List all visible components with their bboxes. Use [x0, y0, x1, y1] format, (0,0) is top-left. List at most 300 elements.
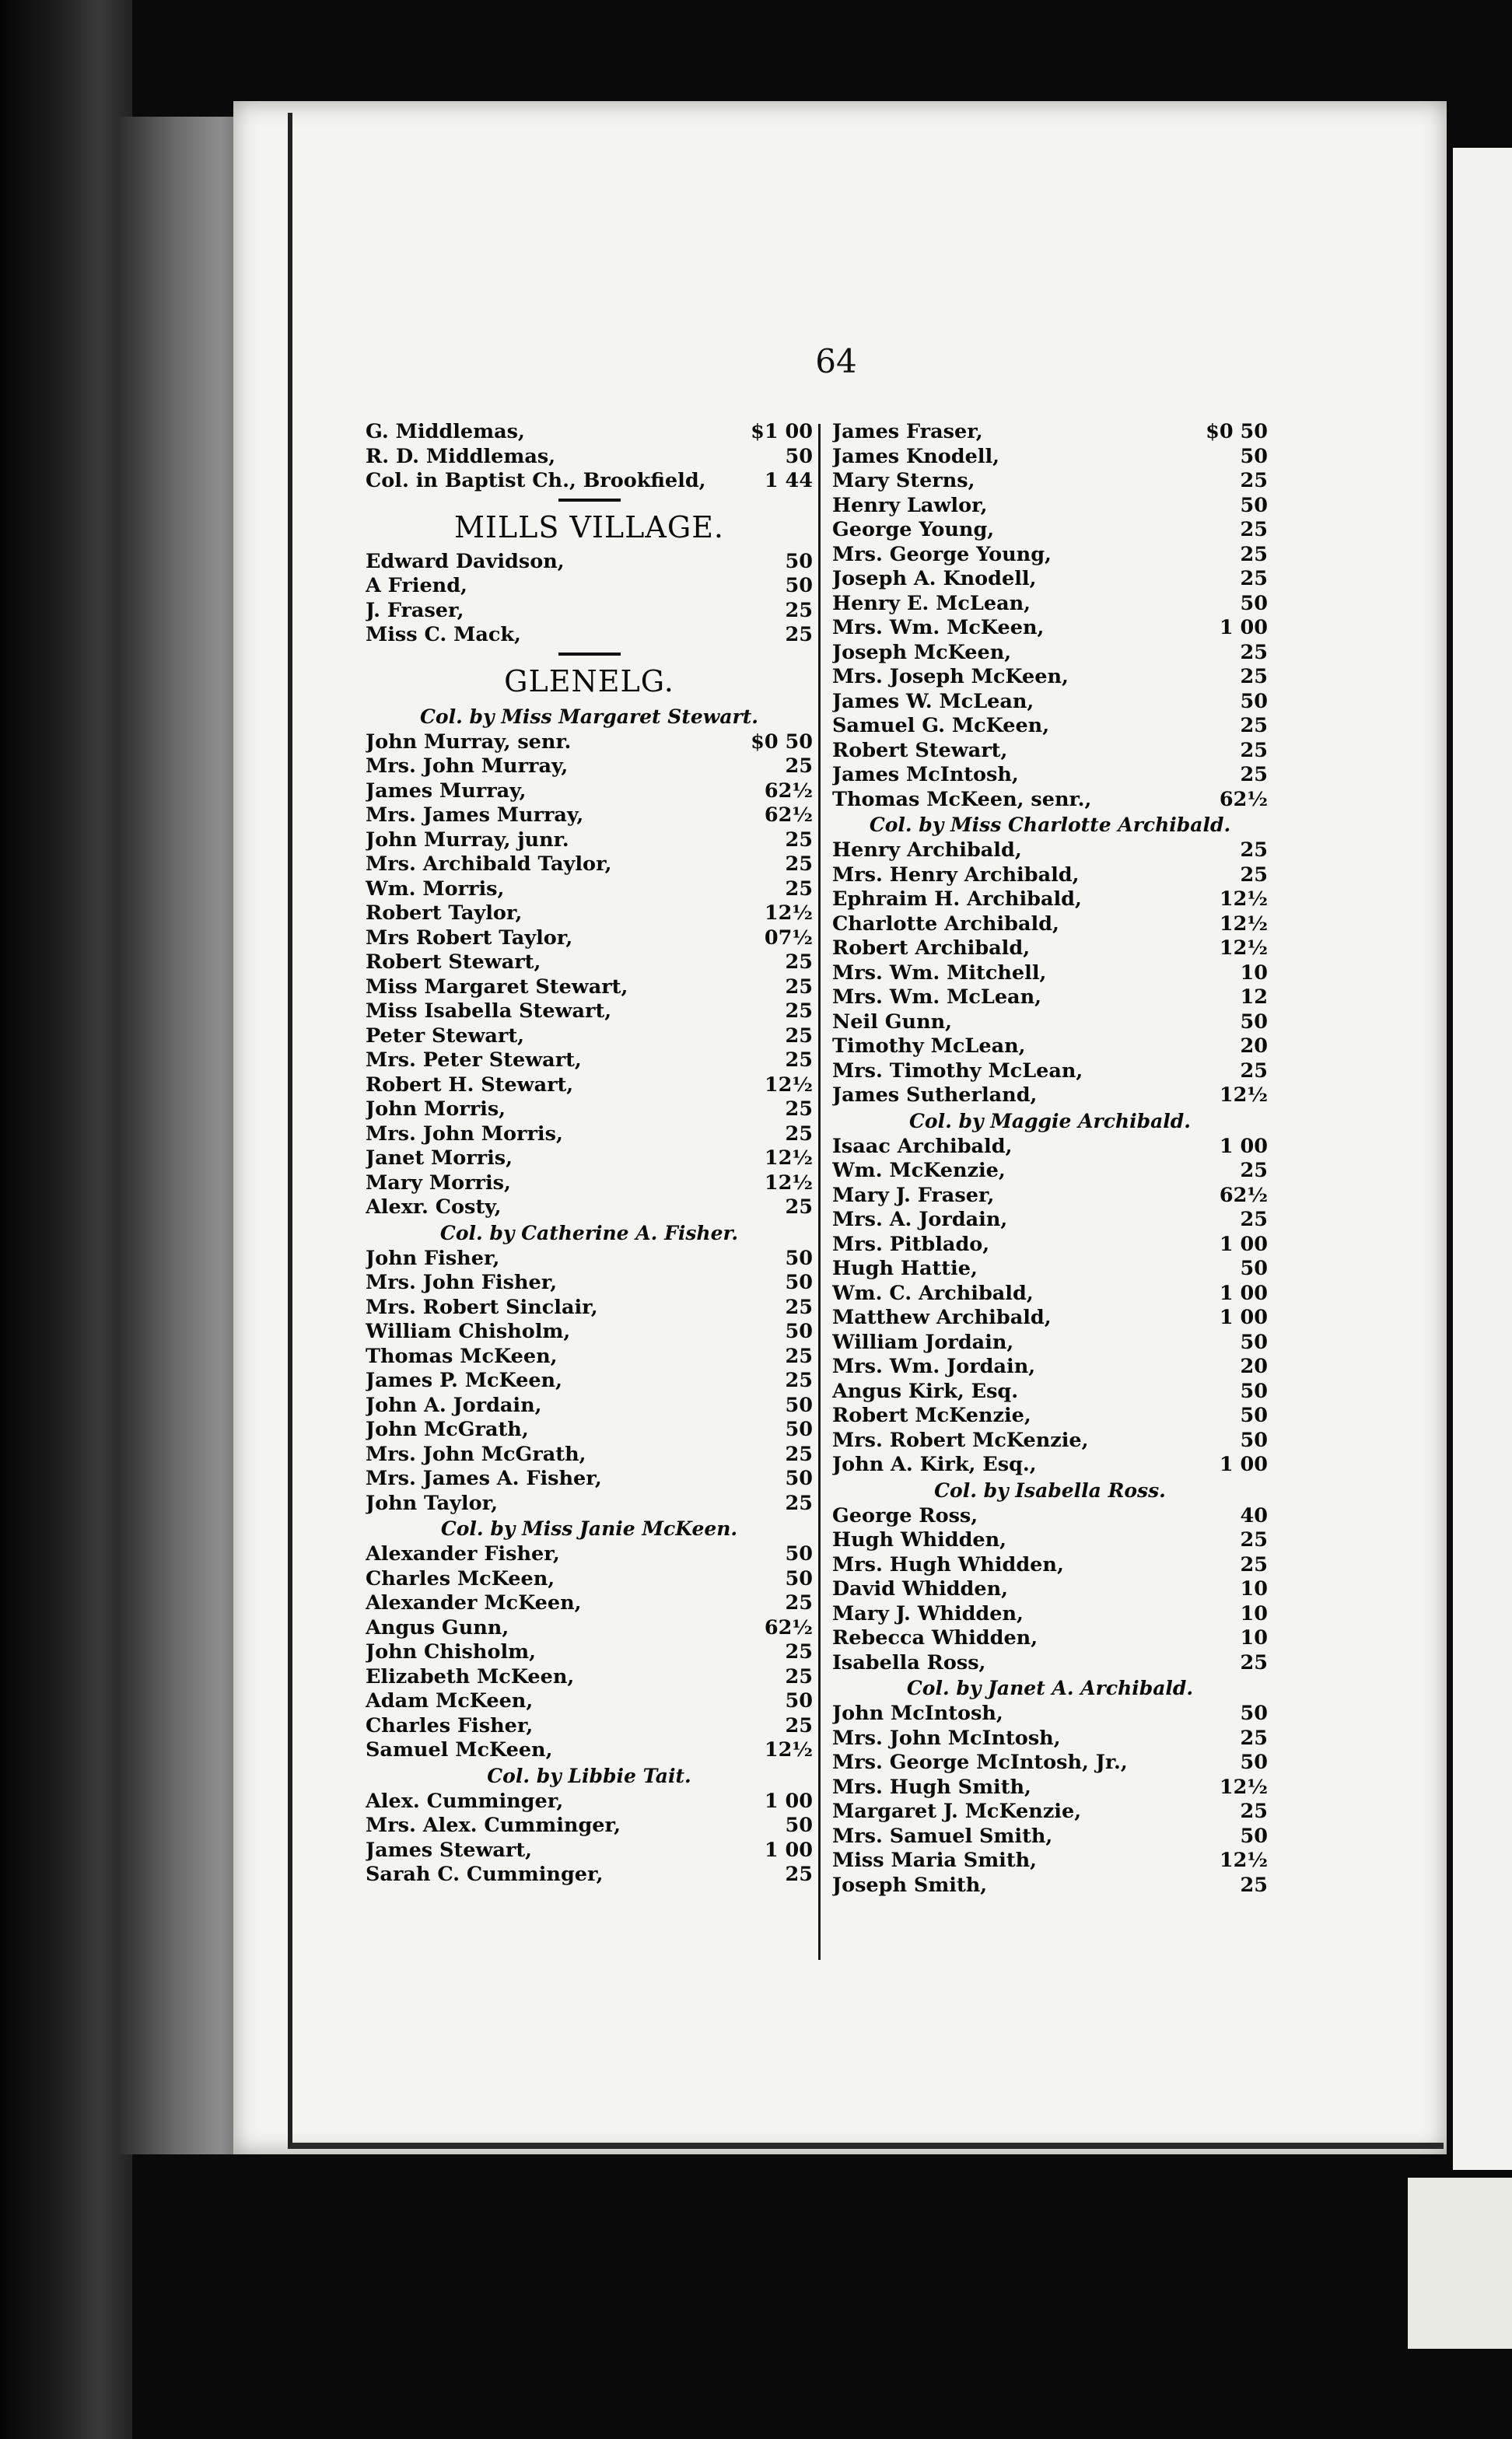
- subscriber-row: [832, 1083, 1268, 1108]
- subscription-amount: 25: [785, 852, 813, 876]
- subscriber-name: John McGrath,: [366, 1418, 529, 1441]
- subscriber-name: Joseph A. Knodell,: [832, 567, 1037, 590]
- subscriber-row: [832, 1355, 1268, 1380]
- subscriber-row: [366, 1790, 813, 1814]
- subscription-amount: 25: [785, 1863, 813, 1886]
- subscriber-name: Mary Sterns,: [832, 469, 975, 492]
- subscriber-name: Mrs. George Young,: [832, 542, 1052, 566]
- subscription-amount: 1 00: [764, 1838, 813, 1862]
- subscriber-row: [366, 1640, 813, 1665]
- subscriber-row: [832, 1577, 1268, 1602]
- subscriber-row: [832, 1702, 1268, 1727]
- subscriber-name: William Chisholm,: [366, 1320, 571, 1343]
- subscriber-row: [366, 779, 813, 804]
- subscriber-row: [832, 469, 1268, 494]
- subscriber-name: Mrs. Robert McKenzie,: [832, 1428, 1089, 1452]
- subscriber-row: [832, 641, 1268, 666]
- subscription-amount: 25: [785, 999, 813, 1023]
- subscription-amount: 25: [1240, 1059, 1268, 1083]
- subscriber-row: [832, 1135, 1268, 1160]
- subscription-amount: $0 50: [1206, 420, 1268, 443]
- subscriber-name: Col. in Baptist Ch., Brookfield,: [366, 469, 706, 492]
- collector-heading: Col. by Miss Janie McKeen.: [440, 1517, 738, 1540]
- subscriber-row: [366, 999, 813, 1024]
- subscription-amount: 50: [785, 1246, 813, 1270]
- subscriber-row: [366, 1024, 813, 1049]
- subscription-amount: 25: [1240, 714, 1268, 737]
- subscription-amount: 20: [1240, 1355, 1268, 1378]
- subscription-amount: 50: [1240, 493, 1268, 517]
- collector-heading: Col. by Miss Charlotte Archibald.: [869, 814, 1231, 836]
- subscription-amount: 25: [785, 754, 813, 778]
- subscription-amount: 10: [1240, 1626, 1268, 1650]
- subscription-amount: 50: [785, 574, 813, 597]
- subscriber-name: Miss C. Mack,: [366, 623, 521, 646]
- subscriber-name: Robert Taylor,: [366, 901, 523, 925]
- subscriber-name: Alexr. Costy,: [366, 1195, 502, 1219]
- subscriber-name: Rebecca Whidden,: [832, 1626, 1038, 1650]
- subscription-amount: 25: [785, 623, 813, 646]
- subscriber-row: [366, 1418, 813, 1443]
- subscriber-name: Miss Isabella Stewart,: [366, 999, 612, 1023]
- subscription-amount: 50: [1240, 1702, 1268, 1725]
- subscriber-row: [832, 1282, 1268, 1307]
- subscriber-name: Mrs. John Fisher,: [366, 1271, 558, 1294]
- subscription-amount: 1 00: [1219, 1453, 1268, 1476]
- subscriber-row: [832, 494, 1268, 519]
- subscription-amount: 50: [1240, 1379, 1268, 1403]
- subscriber-row: [832, 1602, 1268, 1627]
- subscriber-name: George Ross,: [832, 1503, 978, 1527]
- subscriber-name: Mrs. Peter Stewart,: [366, 1048, 582, 1072]
- subscriber-name: Mrs. Pitblado,: [832, 1232, 990, 1256]
- subscriber-row: [832, 763, 1268, 788]
- subscriber-row: [832, 936, 1268, 961]
- subscription-amount: 50: [785, 1542, 813, 1566]
- subscription-amount: 25: [785, 1491, 813, 1515]
- subscriber-name: Miss Maria Smith,: [832, 1849, 1038, 1872]
- subscriber-name: Elizabeth McKeen,: [366, 1664, 575, 1688]
- subscription-amount: 62½: [764, 803, 813, 827]
- subscriber-row: [832, 1184, 1268, 1209]
- subscription-amount: 12½: [1219, 912, 1268, 936]
- subscriber-row: [832, 887, 1268, 912]
- subscriber-row: [832, 1727, 1268, 1751]
- subscription-amount: 1 00: [1219, 1134, 1268, 1158]
- subscriber-name: James P. McKeen,: [366, 1369, 562, 1392]
- subscriber-name: Mary Morris,: [366, 1171, 511, 1195]
- subscriber-row: [832, 1453, 1268, 1478]
- subscription-amount: 1 00: [1219, 1306, 1268, 1329]
- subscriber-name: Samuel McKeen,: [366, 1738, 553, 1762]
- subscriber-row: [366, 901, 813, 926]
- subscriber-row: [832, 543, 1268, 568]
- subscriber-row: [366, 1714, 813, 1739]
- subscriber-name: Thomas McKeen,: [366, 1344, 558, 1368]
- subscription-amount: 25: [1240, 518, 1268, 541]
- subscriber-name: Mrs. John McGrath,: [366, 1442, 586, 1466]
- subscription-amount: 25: [1240, 542, 1268, 566]
- subscriber-name: A Friend,: [366, 574, 467, 597]
- subscriber-name: Mrs. James Murray,: [366, 803, 584, 827]
- subscriber-row: [832, 1751, 1268, 1776]
- subscriber-name: Henry E. McLean,: [832, 591, 1031, 615]
- subscriber-row: [832, 1825, 1268, 1849]
- subscriber-name: Margaret J. McKenzie,: [832, 1800, 1082, 1823]
- subscription-amount: 50: [785, 1320, 813, 1343]
- subscriber-name: John Fisher,: [366, 1246, 500, 1270]
- subscription-amount: 50: [785, 1814, 813, 1837]
- subscriber-name: John Morris,: [366, 1097, 506, 1121]
- collector-heading: Col. by Libbie Tait.: [487, 1764, 691, 1787]
- subscription-amount: 25: [1240, 469, 1268, 492]
- subscription-amount: 25: [1240, 1800, 1268, 1823]
- subscriber-name: Mrs. John Morris,: [366, 1122, 563, 1146]
- collector-heading: Col. by Miss Margaret Stewart.: [420, 705, 758, 728]
- subscriber-row: [832, 690, 1268, 715]
- subscription-amount: 25: [1240, 838, 1268, 862]
- subscription-amount: 62½: [1219, 787, 1268, 811]
- subscriber-row: [366, 1467, 813, 1492]
- subscriber-name: Edward Davidson,: [366, 549, 565, 573]
- subscriber-name: Charlotte Archibald,: [832, 912, 1059, 936]
- subscription-amount: 25: [785, 1195, 813, 1219]
- subscriber-row: [366, 1271, 813, 1296]
- subscriber-row: [366, 1665, 813, 1690]
- subscriber-name: Wm. Morris,: [366, 877, 505, 901]
- subscription-amount: 12½: [764, 1171, 813, 1195]
- subscriber-name: Robert Stewart,: [366, 950, 541, 974]
- page-number: 64: [815, 342, 857, 380]
- subscription-amount: 50: [785, 1566, 813, 1590]
- subscription-amount: 25: [785, 950, 813, 974]
- subscriber-name: Robert Archibald,: [832, 936, 1031, 960]
- subscriber-name: James Knodell,: [832, 444, 1000, 468]
- subscription-amount: 25: [1240, 863, 1268, 887]
- subscription-amount: 12: [1240, 985, 1268, 1009]
- subscriber-row: [366, 1369, 813, 1394]
- subscriber-row: [366, 1171, 813, 1196]
- subscriber-row: [832, 1208, 1268, 1233]
- subscriber-row: [366, 1048, 813, 1073]
- subscriber-row: [366, 1863, 813, 1888]
- facing-page-edge: [1453, 148, 1512, 2170]
- subscriber-row: [366, 574, 813, 599]
- subscription-amount: 1 00: [764, 1789, 813, 1813]
- collector-heading: Col. by Maggie Archibald.: [909, 1109, 1191, 1132]
- subscriber-row: [366, 420, 813, 445]
- section-heading: MILLS VILLAGE.: [453, 509, 725, 544]
- subscriber-name: Charles Fisher,: [366, 1713, 534, 1737]
- subscriber-row: [366, 730, 813, 755]
- subscriber-row: [366, 1122, 813, 1147]
- subscriber-row: [366, 599, 813, 624]
- collector-heading: Col. by Catherine A. Fisher.: [439, 1221, 739, 1244]
- subscriber-name: Mrs. Hugh Smith,: [832, 1775, 1031, 1799]
- subscriber-name: John Taylor,: [366, 1491, 499, 1515]
- subscription-amount: 10: [1240, 1601, 1268, 1625]
- subscription-amount: 20: [1240, 1034, 1268, 1058]
- subscriber-name: Janet Morris,: [366, 1146, 513, 1170]
- subscription-amount: 12½: [764, 1146, 813, 1170]
- subscription-amount: 40: [1240, 1503, 1268, 1527]
- subscriber-name: Alexander Fisher,: [366, 1542, 560, 1566]
- subscriber-name: Mrs. John McIntosh,: [832, 1726, 1061, 1750]
- subscriber-name: Alexander McKeen,: [366, 1591, 582, 1615]
- subscription-amount: 25: [785, 1024, 813, 1048]
- subscriber-row: [366, 1567, 813, 1592]
- subscriber-name: Alex. Cumminger,: [366, 1789, 564, 1813]
- subscription-amount: 25: [785, 598, 813, 622]
- subscription-amount: 50: [1240, 1404, 1268, 1427]
- subscriber-row: [832, 1159, 1268, 1184]
- subscriber-row: [366, 1542, 813, 1567]
- subscription-amount: 50: [1240, 1010, 1268, 1034]
- subscriber-row: [366, 1443, 813, 1468]
- subscriber-row: [832, 567, 1268, 592]
- subscriber-row: [832, 1380, 1268, 1405]
- subscriber-name: J. Fraser,: [366, 598, 464, 622]
- subscription-amount: 25: [1240, 1528, 1268, 1552]
- subscription-amount: 1 44: [764, 469, 813, 492]
- subscriber-name: Mrs. Wm. Jordain,: [832, 1355, 1036, 1378]
- subscriber-row: [366, 623, 813, 648]
- subscriber-name: James Sutherland,: [832, 1083, 1038, 1107]
- subscriber-row: [832, 1626, 1268, 1651]
- subscription-amount: 50: [785, 1689, 813, 1713]
- subscriber-row: [832, 1010, 1268, 1035]
- subscriber-row: [832, 1257, 1268, 1282]
- subscriber-name: Mrs. James A. Fisher,: [366, 1467, 602, 1490]
- subscriber-row: [366, 469, 813, 494]
- subscriber-row: [366, 1247, 813, 1272]
- subscription-amount: 50: [785, 444, 813, 468]
- subscriber-name: Henry Lawlor,: [832, 493, 988, 517]
- subscription-amount: 62½: [764, 1615, 813, 1639]
- subscriber-name: Wm. C. Archibald,: [832, 1281, 1034, 1305]
- subscriber-name: Robert Stewart,: [832, 738, 1008, 762]
- subscriber-row: [366, 828, 813, 853]
- subscriber-row: [832, 838, 1268, 863]
- subscriber-name: Isabella Ross,: [832, 1650, 986, 1674]
- subscriber-name: James W. McLean,: [832, 689, 1034, 713]
- subscriber-name: Henry Archibald,: [832, 838, 1022, 862]
- subscriber-row: [366, 1492, 813, 1517]
- collector-heading: Col. by Janet A. Archibald.: [906, 1677, 1194, 1699]
- subscriber-row: [832, 1404, 1268, 1429]
- subscription-amount: 12½: [1219, 1775, 1268, 1799]
- subscription-amount: 25: [785, 1295, 813, 1319]
- subscriber-row: [366, 1345, 813, 1370]
- column-divider: [818, 424, 821, 1960]
- subscriber-row: [832, 961, 1268, 986]
- subscription-amount: 25: [1240, 1873, 1268, 1897]
- left-column: [366, 420, 813, 1888]
- subscriber-name: R. D. Middlemas,: [366, 444, 556, 468]
- subscriber-name: Neil Gunn,: [832, 1010, 953, 1034]
- subscriber-name: Joseph Smith,: [832, 1873, 988, 1897]
- subscriber-row: [832, 1874, 1268, 1898]
- subscriber-row: [832, 1800, 1268, 1825]
- subscription-amount: 50: [1240, 1428, 1268, 1452]
- subscription-amount: 12½: [764, 1738, 813, 1762]
- facing-page-corner: [1408, 2178, 1512, 2349]
- subscriber-name: Robert McKenzie,: [832, 1404, 1031, 1427]
- subscriber-row: [832, 518, 1268, 543]
- subscriber-row: [832, 445, 1268, 470]
- subscription-amount: 25: [785, 1344, 813, 1368]
- subscriber-name: Isaac Archibald,: [832, 1134, 1013, 1158]
- subscription-amount: 50: [1240, 1257, 1268, 1280]
- subscriber-row: [832, 739, 1268, 764]
- subscriber-name: Charles McKeen,: [366, 1566, 555, 1590]
- subscriber-row: [832, 1233, 1268, 1258]
- book-binding: [0, 0, 132, 2439]
- subscription-amount: 1 00: [1219, 1281, 1268, 1305]
- subscriber-name: Hugh Hattie,: [832, 1257, 978, 1280]
- collector-heading: Col. by Isabella Ross.: [934, 1478, 1166, 1502]
- subscriber-name: Thomas McKeen, senr.,: [832, 787, 1092, 811]
- subscriber-row: [366, 852, 813, 877]
- subscriber-name: Mrs. Samuel Smith,: [832, 1824, 1053, 1848]
- subscriber-name: Mrs. Archibald Taylor,: [366, 852, 612, 876]
- subscription-amount: 62½: [764, 779, 813, 803]
- subscription-amount: 25: [1240, 1552, 1268, 1576]
- subscription-amount: 25: [785, 1048, 813, 1072]
- subscriber-name: Hugh Whidden,: [832, 1528, 1007, 1552]
- subscription-amount: 25: [785, 1664, 813, 1688]
- subscription-amount: 25: [1240, 1650, 1268, 1674]
- subscriber-name: John Murray, junr.: [366, 828, 569, 852]
- subscriber-row: [366, 754, 813, 779]
- subscriber-row: [366, 1097, 813, 1122]
- subscription-amount: 25: [785, 1122, 813, 1146]
- subscriber-row: [832, 1429, 1268, 1454]
- subscriber-name: Sarah C. Cumminger,: [366, 1863, 604, 1886]
- subscriber-name: Mrs. Wm. Mitchell,: [832, 961, 1047, 985]
- subscriber-row: [832, 1528, 1268, 1553]
- subscription-amount: 12½: [1219, 936, 1268, 960]
- subscription-amount: 25: [785, 975, 813, 999]
- right-column: [832, 420, 1268, 1898]
- subscriber-name: Mary J. Whidden,: [832, 1601, 1024, 1625]
- subscriber-name: Mrs. Timothy McLean,: [832, 1059, 1083, 1083]
- subscription-amount: 25: [785, 1369, 813, 1392]
- subscription-amount: 10: [1240, 1577, 1268, 1601]
- subscriber-row: [366, 1616, 813, 1641]
- subscription-amount: 25: [785, 828, 813, 852]
- subscription-amount: 50: [785, 1393, 813, 1417]
- subscriber-row: [366, 877, 813, 902]
- subscriber-name: Mrs. Wm. McKeen,: [832, 616, 1045, 639]
- subscriber-row: [832, 1849, 1268, 1874]
- subscriber-row: [832, 1504, 1268, 1529]
- subscriber-row: [832, 616, 1268, 641]
- subscription-amount: 25: [1240, 1726, 1268, 1750]
- subscriber-name: Miss Margaret Stewart,: [366, 975, 628, 999]
- subscription-amount: 12½: [1219, 1083, 1268, 1107]
- subscription-amount: 25: [785, 1713, 813, 1737]
- subscriber-row: [366, 1146, 813, 1171]
- subscription-amount: 62½: [1219, 1183, 1268, 1207]
- subscription-amount: 25: [1240, 567, 1268, 590]
- subscriber-name: Mrs. Henry Archibald,: [832, 863, 1080, 887]
- subscription-amount: 25: [785, 877, 813, 901]
- subscriber-name: James Fraser,: [832, 420, 983, 443]
- subscription-amount: 50: [785, 549, 813, 573]
- subscription-amount: $1 00: [751, 420, 813, 443]
- subscription-amount: 12½: [1219, 887, 1268, 911]
- subscriber-row: [832, 592, 1268, 617]
- subscription-amount: 07½: [764, 926, 813, 950]
- subscriber-name: Mrs. A. Jordain,: [832, 1208, 1008, 1231]
- subscriber-row: [832, 912, 1268, 937]
- subscription-amount: 50: [785, 1467, 813, 1490]
- subscriber-row: [832, 1651, 1268, 1676]
- subscriber-name: Robert H. Stewart,: [366, 1073, 574, 1097]
- subscriber-row: [366, 1073, 813, 1098]
- subscription-amount: 50: [785, 1418, 813, 1441]
- subscription-amount: 50: [1240, 444, 1268, 468]
- subscriber-name: Mary J. Fraser,: [832, 1183, 995, 1207]
- subscriber-name: John McIntosh,: [832, 1702, 1003, 1725]
- subscription-amount: 25: [1240, 763, 1268, 786]
- subscriber-row: [832, 1034, 1268, 1059]
- subscriber-row: [832, 788, 1268, 813]
- subscriber-name: Mrs. Wm. McLean,: [832, 985, 1041, 1009]
- section-heading: GLENELG.: [504, 663, 674, 698]
- subscriber-row: [832, 665, 1268, 690]
- subscriber-name: John Murray, senr.: [366, 730, 572, 754]
- subscriber-name: Peter Stewart,: [366, 1024, 525, 1048]
- subscriber-row: [366, 1591, 813, 1616]
- subscriber-name: Mrs. Hugh Whidden,: [832, 1552, 1064, 1576]
- subscriber-name: Mrs. Joseph McKeen,: [832, 665, 1069, 688]
- subscription-amount: 25: [785, 1097, 813, 1121]
- subscriber-row: [366, 926, 813, 951]
- subscriber-name: James Stewart,: [366, 1838, 533, 1862]
- subscriber-row: [366, 1738, 813, 1763]
- subscriber-row: [366, 1320, 813, 1345]
- subscription-amount: 12½: [764, 1073, 813, 1097]
- subscriber-row: [832, 1306, 1268, 1331]
- subscription-amount: 50: [1240, 1330, 1268, 1354]
- subscriber-name: Samuel G. McKeen,: [832, 714, 1050, 737]
- subscriber-name: George Young,: [832, 518, 995, 541]
- subscriber-row: [366, 550, 813, 575]
- subscriber-name: John A. Kirk, Esq.,: [832, 1453, 1037, 1476]
- subscriber-row: [832, 1776, 1268, 1800]
- subscription-amount: 25: [785, 1591, 813, 1615]
- subscriber-row: [366, 803, 813, 828]
- subscription-amount: 50: [1240, 689, 1268, 713]
- subscriber-name: Adam McKeen,: [366, 1689, 534, 1713]
- subscription-amount: 12½: [764, 901, 813, 925]
- subscriber-name: Joseph McKeen,: [832, 640, 1012, 664]
- subscriber-row: [366, 1195, 813, 1220]
- subscriber-row: [366, 1814, 813, 1839]
- subscriber-name: G. Middlemas,: [366, 420, 525, 443]
- subscriber-row: [832, 863, 1268, 888]
- subscriber-name: Angus Gunn,: [366, 1615, 509, 1639]
- subscription-amount: 50: [785, 1271, 813, 1294]
- subscription-amount: 25: [1240, 1159, 1268, 1182]
- section-rule: [558, 499, 621, 502]
- subscriber-name: Matthew Archibald,: [832, 1306, 1052, 1329]
- subscriber-row: [832, 714, 1268, 739]
- subscription-amount: 1 00: [1219, 1232, 1268, 1256]
- subscriber-name: Timothy McLean,: [832, 1034, 1026, 1058]
